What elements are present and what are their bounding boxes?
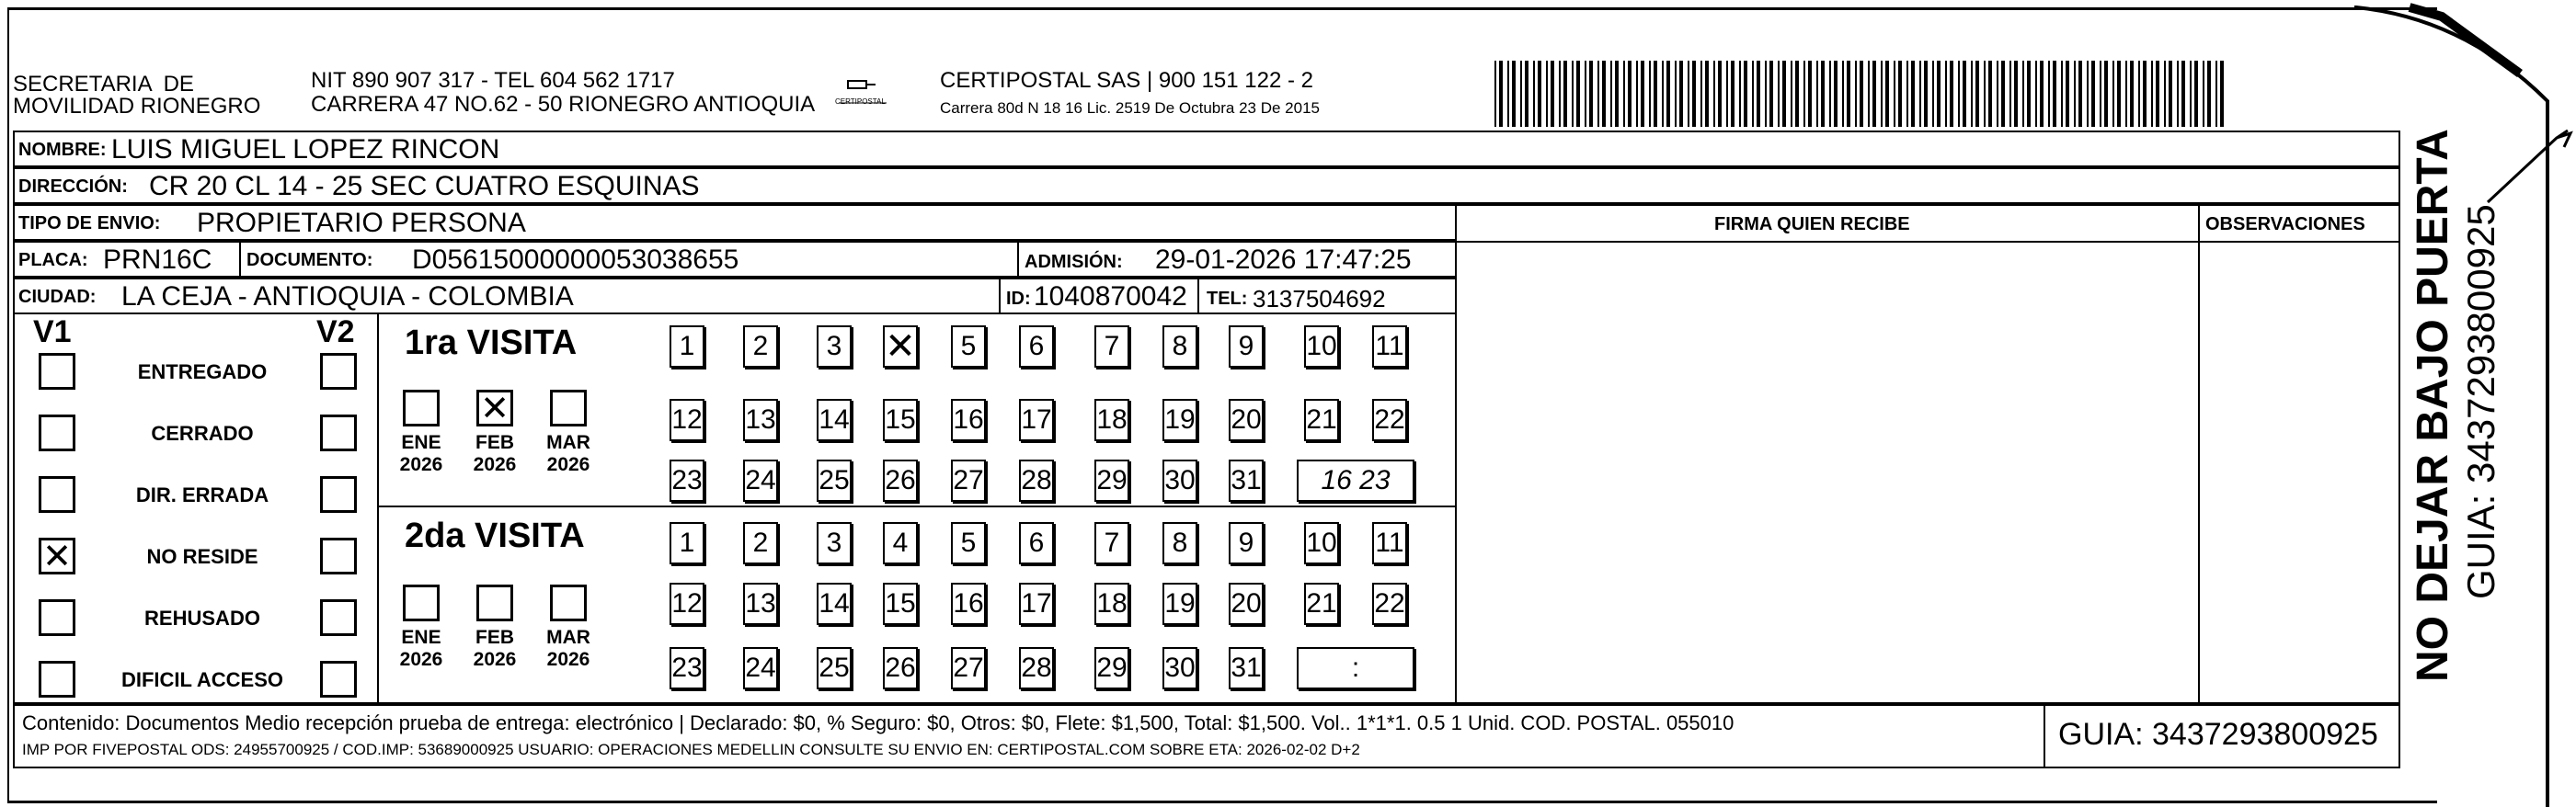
barcode-bar <box>2194 61 2198 127</box>
barcode-bar <box>1576 61 1580 127</box>
barcode-bar <box>1988 61 1992 127</box>
day-box[interactable]: 9 <box>1229 325 1264 368</box>
document-label: DOCUMENTO: <box>246 250 373 270</box>
barcode-bar <box>2087 61 2089 127</box>
admission-date: 29-01-2026 17:47:25 <box>1155 244 1412 275</box>
barcode-bar <box>1551 61 1554 127</box>
status-option-label: DIFICIL ACCESO <box>120 668 283 691</box>
month-label <box>467 432 522 476</box>
barcode-bar <box>2169 61 2172 127</box>
barcode-bar <box>1512 61 1516 127</box>
name-label: NOMBRE: <box>18 140 107 160</box>
address-row <box>13 167 2400 204</box>
day-box[interactable]: 14 <box>817 583 852 625</box>
day-box[interactable]: 12 <box>670 583 704 625</box>
signature-area <box>1455 204 2400 704</box>
day-box[interactable]: 18 <box>1094 583 1129 625</box>
barcode-bar <box>2138 61 2140 127</box>
barcode-bar <box>2035 61 2037 127</box>
day-box[interactable]: 6 <box>1019 325 1054 368</box>
day-box[interactable]: 17 <box>1019 399 1054 441</box>
side-guia: GUIA: 3437293800925 <box>2459 204 2502 599</box>
day-box[interactable]: 2 <box>743 325 778 368</box>
barcode-bar <box>1654 61 1657 127</box>
barcode-bar <box>2164 61 2166 127</box>
city: LA CEJA - ANTIOQUIA - COLOMBIA <box>121 281 574 312</box>
day-box[interactable]: 3 <box>817 522 852 564</box>
barcode-bar <box>2074 61 2076 127</box>
courier-logo-text: CERTIPOSTAL <box>835 97 886 106</box>
barcode-bar <box>2207 61 2211 127</box>
day-box[interactable]: 21 <box>1304 399 1339 441</box>
day-box[interactable]: 10 <box>1304 325 1339 368</box>
month-name: MAR <box>546 627 590 648</box>
address-label: DIRECCIÓN: <box>18 176 128 197</box>
month-checkbox[interactable] <box>476 390 513 426</box>
v1-checkbox[interactable] <box>39 538 75 574</box>
v1-checkbox[interactable] <box>39 599 75 636</box>
month-checkbox[interactable] <box>550 390 587 426</box>
v2-checkbox[interactable] <box>320 661 357 698</box>
barcode-bar <box>1563 61 1567 127</box>
month-year: 2026 <box>473 454 517 475</box>
day-box[interactable]: 11 <box>1372 522 1407 564</box>
barcode-bar <box>1538 61 1541 127</box>
v2-checkbox[interactable] <box>320 353 357 390</box>
barcode-bar <box>1675 61 1677 127</box>
barcode-bar <box>1842 61 1844 127</box>
month-name: ENE <box>401 432 441 453</box>
barcode-bar <box>2001 61 2005 127</box>
v2-checkbox[interactable] <box>320 476 357 513</box>
barcode-bar <box>1821 61 1825 127</box>
document-number: D05615000000053038655 <box>412 244 739 275</box>
tel-label: TEL: <box>1207 289 1248 309</box>
day-box[interactable]: 23 <box>670 647 704 689</box>
status-option-label: NO RESIDE <box>146 545 258 568</box>
name-row <box>13 131 2400 167</box>
id-label: ID: <box>1006 289 1031 309</box>
month-name: FEB <box>475 627 514 648</box>
day-box[interactable]: 14 <box>817 399 852 441</box>
courier-line-1: CERTIPOSTAL SAS | 900 151 122 - 2 <box>940 68 1313 93</box>
barcode-bar <box>1834 61 1838 127</box>
visit-time-box[interactable]: 16 23 <box>1297 460 1414 502</box>
day-box[interactable]: 24 <box>743 460 778 502</box>
day-box[interactable]: 30 <box>1162 647 1197 689</box>
day-box[interactable]: 27 <box>951 460 986 502</box>
barcode-bar <box>2066 61 2069 127</box>
barcode-bar <box>1692 61 1696 127</box>
barcode-bar <box>1572 61 1574 127</box>
v2-checkbox[interactable] <box>320 599 357 636</box>
first-visit-title: 1ra VISITA <box>405 324 578 362</box>
barcode-bar <box>2215 61 2217 127</box>
barcode-bar <box>1597 61 1599 127</box>
month-label <box>394 432 449 476</box>
month-year: 2026 <box>399 454 443 475</box>
divider <box>999 279 1001 314</box>
barcode-bar <box>1868 61 1870 127</box>
day-box[interactable]: 25 <box>817 460 852 502</box>
barcode-bar <box>1499 61 1503 127</box>
day-box[interactable]: 26 <box>883 647 918 689</box>
admission-label: ADMISIÓN: <box>1025 252 1123 272</box>
side-warning: NO DEJAR BAJO PUERTA <box>2409 129 2457 682</box>
barcode-bar <box>1984 61 1986 127</box>
barcode-bar <box>1649 61 1651 127</box>
barcode-bar <box>1911 61 1915 127</box>
status-option-label: REHUSADO <box>144 607 260 630</box>
barcode-bar <box>2151 61 2153 127</box>
day-box[interactable]: 15 <box>883 399 918 441</box>
day-box[interactable]: 28 <box>1019 460 1054 502</box>
barcode-bar <box>1494 61 1496 127</box>
org-line-2: MOVILIDAD RIONEGRO <box>13 94 261 119</box>
day-box[interactable]: 21 <box>1304 583 1339 625</box>
barcode-bar <box>1898 61 1902 127</box>
barcode-bar <box>1997 61 1998 127</box>
check-mark-icon: ✕ <box>480 389 509 428</box>
barcode-bar <box>1971 61 1973 127</box>
nit-line: NIT 890 907 317 - TEL 604 562 1717 <box>311 68 675 93</box>
barcode-bar <box>1666 61 1670 127</box>
barcode-bar <box>2181 61 2185 127</box>
day-box[interactable]: 23 <box>670 460 704 502</box>
observations-divider <box>2198 243 2200 702</box>
month-label <box>467 627 522 671</box>
barcode-bar <box>1641 61 1644 127</box>
imp-line: IMP POR FIVEPOSTAL ODS: 24955700925 / COD.IMP: 53689000925 USUARIO: OPERACIONES MEDELLIN CONSULTE SU ENVIO EN: CERTIPOSTAL.COM SOBRE ETA: 2026-02-02 D+2 <box>22 741 1360 758</box>
day-box[interactable]: 22 <box>1372 399 1407 441</box>
barcode-bar <box>1855 61 1857 127</box>
courier-line-2: Carrera 80d N 18 16 Lic. 2519 De Octubra 23 De 2015 <box>940 99 1320 117</box>
plate-row <box>13 241 1457 278</box>
barcode-bar <box>1769 61 1773 127</box>
status-option-label: CERRADO <box>151 422 254 445</box>
month-year: 2026 <box>473 649 517 670</box>
day-box[interactable]: 17 <box>1019 583 1054 625</box>
day-box[interactable]: 20 <box>1229 583 1264 625</box>
day-box[interactable]: 16 <box>951 399 986 441</box>
barcode-bar <box>1950 61 1953 127</box>
barcode-bar <box>1963 61 1966 127</box>
barcode-bar <box>2177 61 2179 127</box>
barcode-bar <box>1894 61 1895 127</box>
day-box[interactable]: 2 <box>743 522 778 564</box>
day-box[interactable]: 12 <box>670 399 704 441</box>
month-checkbox[interactable] <box>403 585 440 621</box>
barcode-bar <box>1546 61 1548 127</box>
barcode-bar <box>1872 61 1876 127</box>
day-box[interactable]: 11 <box>1372 325 1407 368</box>
v1-checkbox[interactable] <box>39 353 75 390</box>
barcode-bar <box>1906 61 1908 127</box>
barcode-bar <box>1932 61 1934 127</box>
barcode-bar <box>1589 61 1593 127</box>
barcode-bar <box>2022 61 2024 127</box>
barcode-bar <box>2203 61 2204 127</box>
day-box[interactable]: ✕ <box>883 325 918 368</box>
recipient-name: LUIS MIGUEL LOPEZ RINCON <box>111 134 500 165</box>
barcode <box>1494 61 2226 127</box>
barcode-bar <box>2104 61 2108 127</box>
barcode-bar <box>1520 61 1522 127</box>
barcode-bar <box>2117 61 2121 127</box>
barcode-bar <box>2130 61 2134 127</box>
barcode-bar <box>1662 61 1664 127</box>
barcode-bar <box>1700 61 1702 127</box>
address-line: CARRERA 47 NO.62 - 50 RIONEGRO ANTIOQUIA <box>311 92 816 117</box>
month-name: MAR <box>546 432 590 453</box>
month-year: 2026 <box>399 649 443 670</box>
courier-logo-icon <box>835 72 890 114</box>
day-box[interactable]: 18 <box>1094 399 1129 441</box>
barcode-bar <box>1975 61 1979 127</box>
barcode-bar <box>1885 61 1889 127</box>
month-label <box>541 432 596 476</box>
v1-checkbox[interactable] <box>39 415 75 451</box>
barcode-bar <box>2061 61 2063 127</box>
barcode-bar <box>1744 61 1747 127</box>
day-box[interactable]: 1 <box>670 325 704 368</box>
plate: PRN16C <box>103 244 212 275</box>
barcode-bar <box>1765 61 1767 127</box>
barcode-bar <box>1808 61 1812 127</box>
barcode-bar <box>2027 61 2031 127</box>
month-checkbox[interactable] <box>403 390 440 426</box>
day-box[interactable]: 8 <box>1162 325 1197 368</box>
courier-logo <box>835 72 890 118</box>
barcode-bar <box>1507 61 1509 127</box>
v2-checkbox[interactable] <box>320 415 357 451</box>
barcode-bar <box>1860 61 1863 127</box>
observations-header <box>2200 206 2399 243</box>
observations-label: OBSERVACIONES <box>2205 214 2365 234</box>
day-box[interactable]: 7 <box>1094 522 1129 564</box>
day-box[interactable]: 31 <box>1229 460 1264 502</box>
barcode-bar <box>1937 61 1941 127</box>
day-box[interactable]: 5 <box>951 325 986 368</box>
barcode-bar <box>1688 61 1689 127</box>
barcode-bar <box>1757 61 1760 127</box>
day-box[interactable]: 19 <box>1162 399 1197 441</box>
month-label <box>394 627 449 671</box>
check-mark-icon: ✕ <box>42 537 72 576</box>
barcode-bar <box>2112 61 2114 127</box>
month-year: 2026 <box>546 454 590 475</box>
guia-box: GUIA: 3437293800925 <box>2058 717 2378 752</box>
v1-checkbox[interactable] <box>39 476 75 513</box>
day-box[interactable]: 20 <box>1229 399 1264 441</box>
barcode-bar <box>1791 61 1792 127</box>
barcode-bar <box>1795 61 1799 127</box>
receiver-signature-label: FIRMA QUIEN RECIBE <box>1714 214 1910 234</box>
ship-type: PROPIETARIO PERSONA <box>197 208 526 238</box>
barcode-bar <box>2040 61 2044 127</box>
city-label: CIUDAD: <box>18 287 97 307</box>
barcode-bar <box>1919 61 1921 127</box>
month-name: ENE <box>401 627 441 648</box>
barcode-bar <box>1924 61 1928 127</box>
city-row <box>13 278 1457 314</box>
barcode-bar <box>1881 61 1883 127</box>
day-box[interactable]: 31 <box>1229 647 1264 689</box>
barcode-bar <box>1718 61 1722 127</box>
barcode-bar <box>1623 61 1625 127</box>
barcode-bar <box>2009 61 2011 127</box>
day-box[interactable]: 29 <box>1094 460 1129 502</box>
day-box[interactable]: 15 <box>883 583 918 625</box>
barcode-bar <box>2143 61 2147 127</box>
receiver-signature-header <box>1457 206 2200 243</box>
barcode-bar <box>1628 61 1631 127</box>
barcode-bar <box>2220 61 2224 127</box>
barcode-bar <box>2156 61 2159 127</box>
barcode-bar <box>1945 61 1947 127</box>
barcode-bar <box>1636 61 1638 127</box>
day-box[interactable]: 28 <box>1019 647 1054 689</box>
day-box[interactable]: 26 <box>883 460 918 502</box>
month-checkbox[interactable] <box>476 585 513 621</box>
divider <box>2044 706 2045 767</box>
barcode-bar <box>1610 61 1612 127</box>
barcode-bar <box>2100 61 2101 127</box>
v2-label: V2 <box>316 314 355 349</box>
day-box[interactable]: 8 <box>1162 522 1197 564</box>
visit-time-box[interactable]: : <box>1297 647 1414 689</box>
barcode-bar <box>1602 61 1606 127</box>
contents-line: Contenido: Documentos Medio recepción prueba de entrega: electrónico | Declarado: $0, % Seguro: $0, Otros: $0, Flete: $1,500, Total: $1,500. Vol.. 1*1*1. 0.5 1 Unid. COD. POSTAL. 055010 <box>22 711 1735 734</box>
barcode-bar <box>1585 61 1586 127</box>
footer <box>13 704 2400 768</box>
barcode-bar <box>1713 61 1715 127</box>
day-box[interactable]: 22 <box>1372 583 1407 625</box>
day-box[interactable]: 27 <box>951 647 986 689</box>
day-box[interactable]: 9 <box>1229 522 1264 564</box>
day-box[interactable]: 19 <box>1162 583 1197 625</box>
barcode-bar <box>1525 61 1528 127</box>
barcode-bar <box>1615 61 1619 127</box>
day-box[interactable]: 16 <box>951 583 986 625</box>
day-box[interactable]: 29 <box>1094 647 1129 689</box>
month-name: FEB <box>475 432 514 453</box>
second-visit-title: 2da VISITA <box>405 517 585 555</box>
barcode-bar <box>1847 61 1850 127</box>
id-number: 1040870042 <box>1034 281 1187 312</box>
barcode-bar <box>2014 61 2018 127</box>
barcode-bar <box>1679 61 1683 127</box>
org-line-1: SECRETARIA DE <box>13 72 194 97</box>
barcode-bar <box>1778 61 1780 127</box>
barcode-bar <box>1726 61 1728 127</box>
recipient-address: CR 20 CL 14 - 25 SEC CUATRO ESQUINAS <box>149 171 700 201</box>
ship-type-label: TIPO DE ENVIO: <box>18 213 161 233</box>
barcode-bar <box>1782 61 1786 127</box>
day-box[interactable]: 25 <box>817 647 852 689</box>
barcode-bar <box>1533 61 1535 127</box>
barcode-bar <box>1803 61 1805 127</box>
status-divider <box>377 314 379 704</box>
day-box[interactable]: 10 <box>1304 522 1339 564</box>
barcode-bar <box>1731 61 1735 127</box>
divider <box>239 243 241 278</box>
day-box[interactable]: 5 <box>951 522 986 564</box>
barcode-bar <box>1559 61 1561 127</box>
barcode-bar <box>1958 61 1960 127</box>
day-box[interactable]: 24 <box>743 647 778 689</box>
status-option-label: DIR. ERRADA <box>135 483 269 506</box>
divider <box>1197 279 1199 314</box>
barcode-bar <box>1829 61 1831 127</box>
month-year: 2026 <box>546 649 590 670</box>
barcode-bar <box>2078 61 2082 127</box>
month-checkbox[interactable] <box>550 585 587 621</box>
day-box[interactable]: 7 <box>1094 325 1129 368</box>
barcode-bar <box>2190 61 2192 127</box>
barcode-bar <box>1739 61 1741 127</box>
barcode-bar <box>2048 61 2050 127</box>
day-box[interactable]: 13 <box>743 399 778 441</box>
tel-number: 3137504692 <box>1253 285 1386 313</box>
divider <box>1017 243 1019 278</box>
day-box[interactable]: 4 <box>883 522 918 564</box>
barcode-bar <box>2091 61 2095 127</box>
barcode-bar <box>2053 61 2056 127</box>
barcode-bar <box>1752 61 1754 127</box>
month-label <box>541 627 596 671</box>
v2-checkbox[interactable] <box>320 538 357 574</box>
day-box[interactable]: 13 <box>743 583 778 625</box>
day-box[interactable]: 6 <box>1019 522 1054 564</box>
day-box[interactable]: 3 <box>817 325 852 368</box>
v1-label: V1 <box>33 314 72 349</box>
visits-divider <box>379 506 1457 507</box>
v1-checkbox[interactable] <box>39 661 75 698</box>
barcode-bar <box>2125 61 2127 127</box>
barcode-bar <box>1705 61 1709 127</box>
status-option-label: ENTREGADO <box>137 360 268 383</box>
day-box[interactable]: 30 <box>1162 460 1197 502</box>
day-box[interactable]: 1 <box>670 522 704 564</box>
barcode-bar <box>1816 61 1818 127</box>
plate-label: PLACA: <box>18 250 88 270</box>
